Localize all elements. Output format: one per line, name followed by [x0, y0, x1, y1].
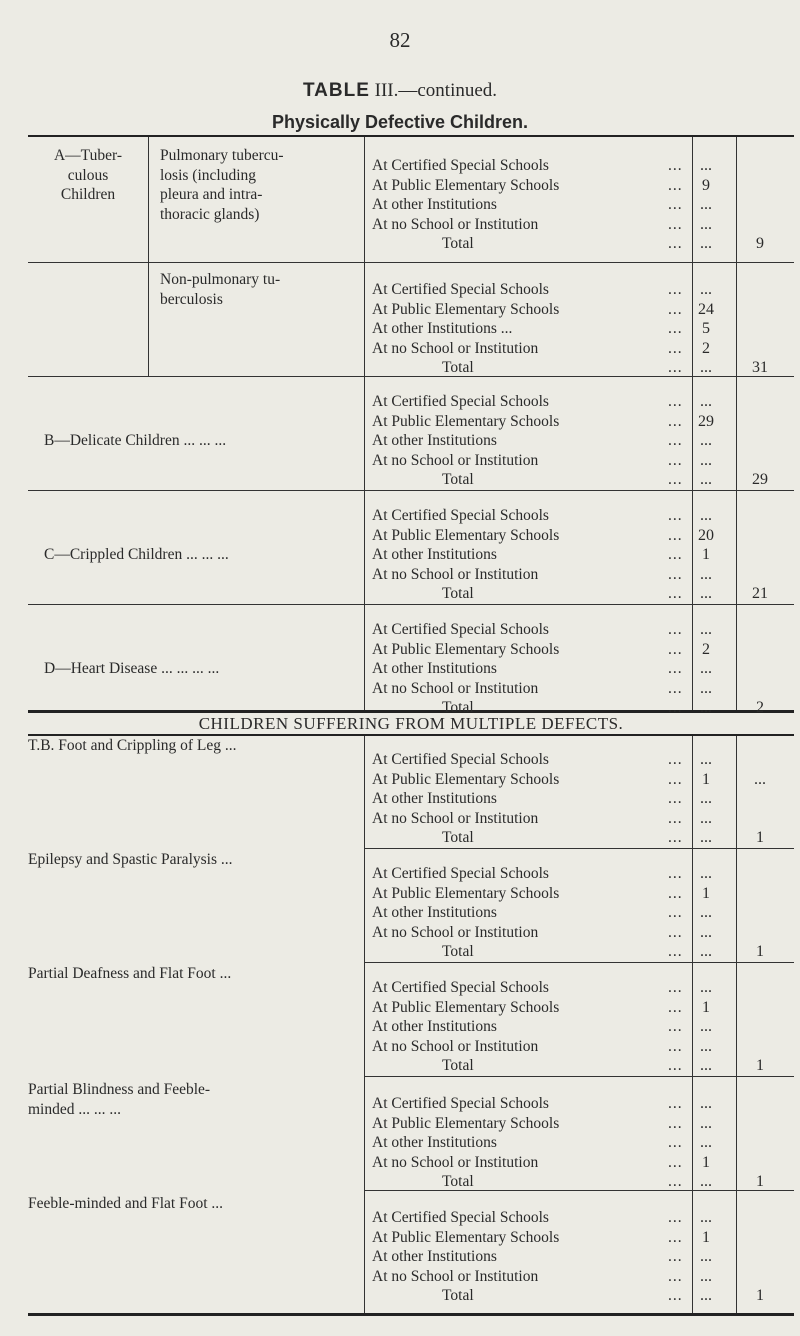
group-3-value: ...	[700, 585, 712, 602]
multiple-1-value: ...	[700, 943, 712, 960]
row-label: At Certified Special Schools	[372, 621, 549, 638]
row-label: At Certified Special Schools	[372, 157, 549, 174]
group-2-total: 29	[752, 471, 768, 488]
multiple-label: Partial Blindness and Feeble- minded ... ... ...	[28, 1081, 211, 1118]
leader-dots: ...	[668, 923, 683, 941]
leader-dots: ...	[668, 300, 683, 318]
leader-dots: ...	[668, 546, 683, 563]
group-4-value: ...	[700, 660, 712, 677]
group-3-row	[372, 526, 692, 546]
group-1-value: 5	[702, 320, 710, 337]
group-3-row	[372, 584, 692, 604]
row-label: At no School or Institution	[372, 451, 539, 469]
leader-dots: ...	[668, 660, 683, 677]
leader-dots: ...	[668, 770, 683, 788]
row-label: Total	[442, 1287, 474, 1304]
leader-dots: ...	[668, 790, 683, 807]
multiple-3-value: ...	[700, 1173, 712, 1190]
leader-dots: ...	[668, 865, 683, 882]
leader-dots: ...	[668, 998, 683, 1016]
multiple-0-row	[372, 828, 692, 848]
leader-dots: ...	[668, 809, 683, 827]
leader-dots: ...	[668, 157, 683, 174]
multiple-2-value: ...	[700, 1037, 712, 1055]
column-divider	[148, 137, 149, 377]
leader-dots: ...	[668, 679, 683, 697]
multiple-1-row	[372, 884, 692, 904]
group-4-value: 2	[702, 640, 710, 658]
group-3-value: 1	[702, 546, 710, 563]
table-title-bold: TABLE	[302, 80, 370, 101]
multiple-2-total: 1	[756, 1057, 764, 1074]
row-label: Total	[442, 1173, 474, 1190]
multiple-1-value: ...	[700, 923, 712, 941]
row-label: Total	[442, 585, 474, 602]
group-2-row	[372, 431, 692, 451]
group-0-value: 9	[702, 176, 710, 194]
multiple-3-value: ...	[700, 1114, 712, 1132]
row-label: At other Institutions	[372, 1134, 497, 1151]
multiple-1-value: ...	[700, 865, 712, 882]
group-4-value: ...	[700, 699, 712, 716]
leader-dots: ...	[668, 1267, 683, 1285]
bottom-rule	[28, 1313, 794, 1316]
row-label: At Public Elementary Schools	[372, 884, 560, 902]
row-label: At other Institutions	[372, 546, 497, 563]
group-1-rows	[372, 280, 692, 378]
row-label: At other Institutions ...	[372, 320, 513, 337]
row-separator	[364, 848, 794, 849]
multiple-4-value: 1	[702, 1228, 710, 1246]
leader-dots: ...	[668, 699, 683, 716]
multiple-2-value: ...	[700, 1057, 712, 1074]
group-3-value: ...	[700, 565, 712, 583]
group-4-value: ...	[700, 679, 712, 697]
row-label: At Certified Special Schools	[372, 751, 549, 768]
leader-dots: ...	[668, 943, 683, 960]
row-separator	[364, 962, 794, 963]
row-label: At Public Elementary Schools	[372, 412, 560, 430]
multiple-label: Feeble-minded and Flat Foot ...	[28, 1195, 224, 1212]
column-divider	[736, 736, 737, 1313]
group-0-value: ...	[700, 235, 712, 252]
row-label: At no School or Institution	[372, 1153, 539, 1171]
group-4-row	[372, 679, 692, 699]
group-2-value: ...	[700, 393, 712, 410]
group-sublabel: Pulmonary tubercu- losis (including pleura and intra- thoracic glands)	[160, 147, 284, 223]
multiple-3-value: 1	[702, 1153, 710, 1171]
group-1-total: 31	[752, 359, 768, 376]
leader-dots: ...	[668, 526, 683, 544]
row-label: At Public Elementary Schools	[372, 770, 560, 788]
table-title-rest: III.—continued.	[369, 80, 498, 101]
leader-dots: ...	[668, 751, 683, 768]
row-label: At Certified Special Schools	[372, 865, 549, 882]
row-label: Total	[442, 235, 474, 252]
group-label: C—Crippled Children ... ... ...	[44, 546, 229, 563]
multiple-0-row	[372, 789, 692, 809]
leader-dots: ...	[668, 1114, 683, 1132]
leader-dots: ...	[668, 1228, 683, 1246]
group-0-row	[372, 195, 692, 215]
group-1-value: ...	[700, 281, 712, 298]
row-label: At no School or Institution	[372, 809, 539, 827]
row-label: At Public Elementary Schools	[372, 640, 560, 658]
multiple-1-rows	[372, 864, 692, 962]
group-2-row	[372, 470, 692, 490]
leader-dots: ...	[668, 471, 683, 488]
multiple-2-value: 1	[702, 998, 710, 1016]
group-1-row	[372, 358, 692, 378]
leader-dots: ...	[668, 1018, 683, 1035]
row-label: At no School or Institution	[372, 215, 539, 233]
row-label: Total	[442, 471, 474, 488]
multiple-0-value: ...	[700, 809, 712, 827]
multiple-3-row	[372, 1133, 692, 1153]
multiple-0-row	[372, 770, 692, 790]
row-label: At other Institutions	[372, 196, 497, 213]
leader-dots: ...	[668, 884, 683, 902]
multiple-2-row	[372, 1017, 692, 1037]
group-0-row	[372, 156, 692, 176]
group-2-row	[372, 451, 692, 471]
multiple-2-value: ...	[700, 979, 712, 996]
multiple-0-row	[372, 750, 692, 770]
group-2-value: 29	[698, 412, 714, 430]
multiple-1-total: 1	[756, 943, 764, 960]
multiple-4-rows	[372, 1208, 692, 1306]
row-label: At other Institutions	[372, 904, 497, 921]
group-label: B—Delicate Children ... ... ...	[44, 432, 227, 449]
row-separator	[28, 262, 794, 263]
group-1-row	[372, 319, 692, 339]
multiple-3-value: ...	[700, 1095, 712, 1112]
group-sublabel: Non-pulmonary tu- berculosis	[160, 271, 281, 308]
group-2-value: ...	[700, 432, 712, 449]
leader-dots: ...	[668, 215, 683, 233]
column-divider	[364, 137, 365, 710]
multiple-1-row	[372, 864, 692, 884]
group-3-row	[372, 545, 692, 565]
leader-dots: ...	[668, 1037, 683, 1055]
row-label: At no School or Institution	[372, 565, 539, 583]
group-1-value: ...	[700, 359, 712, 376]
multiple-1-row	[372, 923, 692, 943]
row-label: At Certified Special Schools	[372, 507, 549, 524]
multiple-4-row	[372, 1208, 692, 1228]
row-label: Total	[442, 699, 474, 716]
leader-dots: ...	[668, 1248, 683, 1265]
table-title	[0, 80, 800, 102]
multiple-2-value: ...	[700, 1018, 712, 1035]
group-3-rows	[372, 506, 692, 604]
leader-dots: ...	[668, 320, 683, 337]
leader-dots: ...	[668, 1095, 683, 1112]
leader-dots: ...	[668, 1173, 683, 1190]
column-divider	[736, 137, 737, 710]
multiple-3-row	[372, 1172, 692, 1192]
leader-dots: ...	[668, 829, 683, 846]
group-0-value: ...	[700, 196, 712, 213]
group-1-row	[372, 339, 692, 359]
multiple-label: T.B. Foot and Crippling of Leg ...	[28, 737, 237, 754]
multiple-3-row	[372, 1114, 692, 1134]
row-label: At Certified Special Schools	[372, 1095, 549, 1112]
group-0-rows	[372, 156, 692, 254]
leader-dots: ...	[668, 1134, 683, 1151]
multiple-2-row	[372, 978, 692, 998]
multiple-4-value: ...	[700, 1267, 712, 1285]
group-4-row	[372, 640, 692, 660]
multiple-3-row	[372, 1153, 692, 1173]
group-2-value: ...	[700, 451, 712, 469]
row-label: At no School or Institution	[372, 1267, 539, 1285]
row-label: At Public Elementary Schools	[372, 526, 560, 544]
multiple-label: Partial Deafness and Flat Foot ...	[28, 965, 232, 982]
leader-dots: ...	[668, 1057, 683, 1074]
multiple-4-value: ...	[700, 1209, 712, 1226]
multiple-4-row	[372, 1247, 692, 1267]
group-label: A—Tuber- culous Children	[53, 147, 122, 203]
leader-dots: ...	[668, 432, 683, 449]
multiple-2-row	[372, 1037, 692, 1057]
group-3-row	[372, 506, 692, 526]
leader-dots: ...	[668, 359, 683, 376]
leader-dots: ...	[668, 1287, 683, 1304]
leader-dots: ...	[668, 979, 683, 996]
leader-dots: ...	[668, 393, 683, 410]
multiple-4-value: ...	[700, 1287, 712, 1304]
multiple-2-row	[372, 1056, 692, 1076]
multiple-0-total: 1	[756, 829, 764, 846]
multiple-2-rows	[372, 978, 692, 1076]
multiple-0-value: ...	[700, 790, 712, 807]
multiple-defects-heading: CHILDREN SUFFERING FROM MULTIPLE DEFECTS.	[198, 714, 624, 733]
group-1-value: 2	[702, 339, 710, 357]
group-3-value: 20	[698, 526, 714, 544]
row-label: At Public Elementary Schools	[372, 1114, 560, 1132]
group-2-row	[372, 412, 692, 432]
row-label: At no School or Institution	[372, 923, 539, 941]
leader-dots: ...	[668, 339, 683, 357]
group-4-row	[372, 659, 692, 679]
row-label: At Certified Special Schools	[372, 979, 549, 996]
row-separator	[364, 1076, 794, 1077]
group-1-row	[372, 300, 692, 320]
leader-dots: ...	[668, 640, 683, 658]
row-label: At Public Elementary Schools	[372, 998, 560, 1016]
group-2-row	[372, 392, 692, 412]
column-divider	[364, 736, 365, 1313]
multiple-1-row	[372, 903, 692, 923]
group-0-value: ...	[700, 215, 712, 233]
row-label: At Public Elementary Schools	[372, 300, 560, 318]
row-label: At Public Elementary Schools	[372, 176, 560, 194]
row-label: At other Institutions	[372, 432, 497, 449]
multiple-1-value: ...	[700, 904, 712, 921]
row-separator	[28, 604, 794, 605]
leader-dots: ...	[668, 281, 683, 298]
multiple-4-row	[372, 1228, 692, 1248]
leader-dots: ...	[668, 451, 683, 469]
multiple-label: Epilepsy and Spastic Paralysis ...	[28, 851, 233, 868]
leader-dots: ...	[668, 1153, 683, 1171]
row-label: At other Institutions	[372, 660, 497, 677]
row-label: At other Institutions	[372, 1018, 497, 1035]
table-subtitle: Physically Defective Children.	[271, 112, 529, 132]
group-1-row	[372, 280, 692, 300]
row-label: Total	[442, 829, 474, 846]
leader-dots: ...	[668, 176, 683, 194]
multiple-4-row	[372, 1267, 692, 1287]
group-0-value: ...	[700, 157, 712, 174]
multiple-4-value: ...	[700, 1248, 712, 1265]
group-0-row	[372, 234, 692, 254]
row-separator	[28, 490, 794, 491]
group-4-row	[372, 698, 692, 718]
row-label: Total	[442, 943, 474, 960]
group-label: D—Heart Disease ... ... ... ...	[44, 660, 220, 677]
group-2-rows	[372, 392, 692, 490]
leader-dots: ...	[668, 235, 683, 252]
multiple-0-row	[372, 809, 692, 829]
page-number: 82	[389, 28, 411, 52]
row-label: At Public Elementary Schools	[372, 1228, 560, 1246]
leader-dots: ...	[668, 904, 683, 921]
multiple-3-value: ...	[700, 1134, 712, 1151]
row-label: At Certified Special Schools	[372, 393, 549, 410]
row-label: At no School or Institution	[372, 339, 539, 357]
leader-dots: ...	[668, 1209, 683, 1226]
group-3-total: 21	[752, 585, 768, 602]
multiple-1-row	[372, 942, 692, 962]
group-0-row	[372, 176, 692, 196]
leader-dots: ...	[668, 412, 683, 430]
multiple-0-value: ...	[700, 829, 712, 846]
group-3-row	[372, 565, 692, 585]
multiple-0-value: ...	[700, 751, 712, 768]
leader-dots: ...	[668, 621, 683, 638]
leader-dots: ...	[668, 565, 683, 583]
multiple-4-row	[372, 1286, 692, 1306]
row-label: Total	[442, 359, 474, 376]
group-1-value: 24	[698, 300, 714, 318]
row-label: At Certified Special Schools	[372, 1209, 549, 1226]
multiple-0-col-marker: ...	[754, 770, 766, 788]
multiple-3-rows	[372, 1094, 692, 1192]
group-4-total: 2	[756, 699, 764, 716]
leader-dots: ...	[668, 585, 683, 602]
multiple-3-total: 1	[756, 1173, 764, 1190]
multiple-0-rows	[372, 750, 692, 848]
row-label: At Certified Special Schools	[372, 281, 549, 298]
group-0-total: 9	[756, 235, 764, 252]
multiple-1-value: 1	[702, 884, 710, 902]
multiple-3-row	[372, 1094, 692, 1114]
leader-dots: ...	[668, 507, 683, 524]
top-rule	[28, 135, 794, 137]
group-4-rows	[372, 620, 692, 718]
row-label: At no School or Institution	[372, 679, 539, 697]
row-label: At no School or Institution	[372, 1037, 539, 1055]
multiple-4-total: 1	[756, 1287, 764, 1304]
group-4-row	[372, 620, 692, 640]
group-4-value: ...	[700, 621, 712, 638]
group-3-value: ...	[700, 507, 712, 524]
group-2-value: ...	[700, 471, 712, 488]
row-label: Total	[442, 1057, 474, 1074]
group-0-row	[372, 215, 692, 235]
row-label: At other Institutions	[372, 1248, 497, 1265]
multiple-0-value: 1	[702, 770, 710, 788]
multiple-2-row	[372, 998, 692, 1018]
leader-dots: ...	[668, 196, 683, 213]
row-label: At other Institutions	[372, 790, 497, 807]
